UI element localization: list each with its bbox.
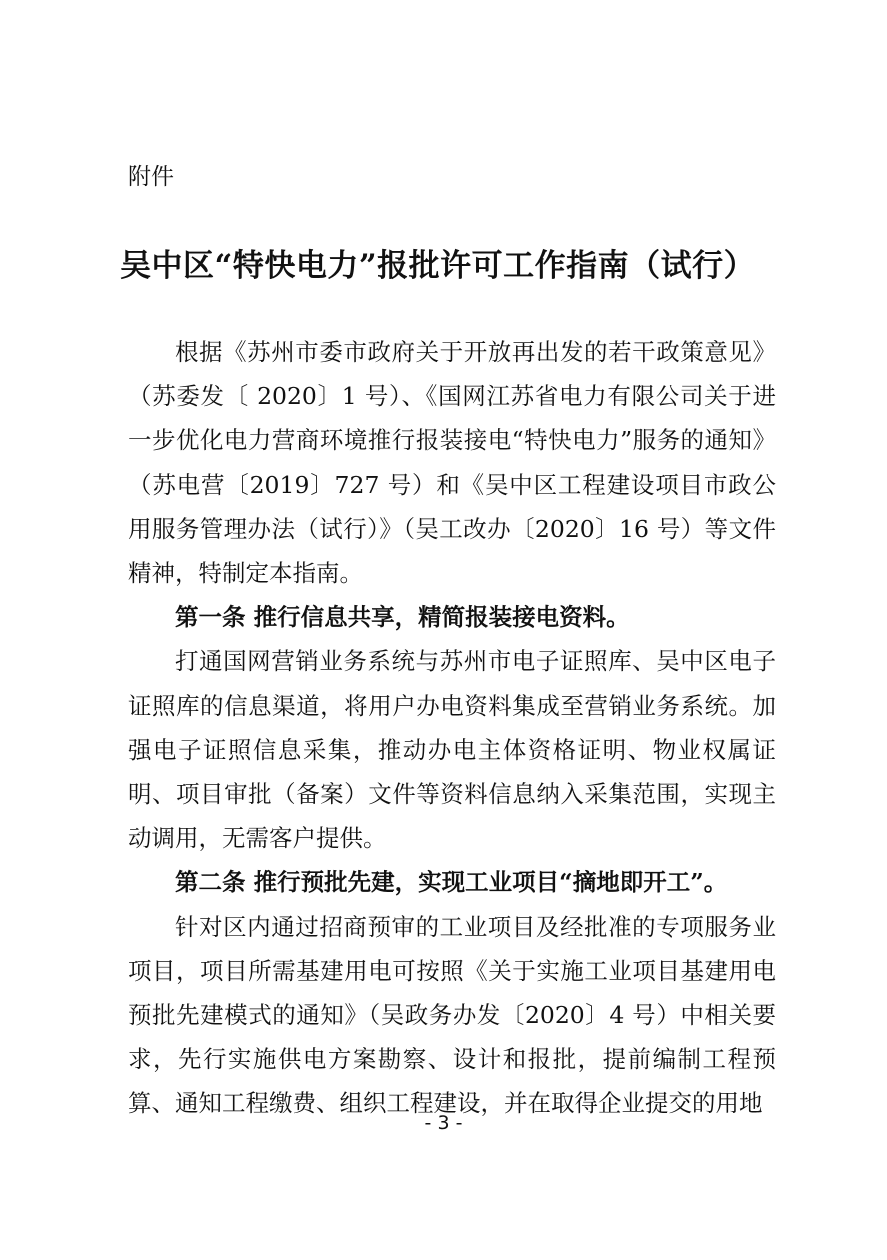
article-1-heading: 第一条 推行信息共享，精简报装接电资料。 (175, 603, 630, 632)
article-1-paragraph: 打通国网营销业务系统与苏州市电子证照库、吴中区电子证照库的信息渠道，将用户办电资料集成至营销业务系统。加强电子证照信息采集，推动办电主体资格证明、物业权属证明、项目审批（备案）文件等资料信息纳入采集范围，实现主动调用，无需客户提供。 (128, 647, 776, 853)
document-title: 吴中区“特快电力”报批许可工作指南（试行） (120, 248, 756, 284)
intro-paragraph: 根据《苏州市委市政府关于开放再出发的若干政策意见》（苏委发〔 2020〕1 号）、《国网江苏省电力有限公司关于进一步优化电力营商环境推行报装接电“特快电力”服务的通知》（苏电营〔2019〕727 号）和《吴中区工程建设项目市政公用服务管理办法（试行）》（吴工改办〔2020〕16 号）等文件精神，特制定本指南。 (128, 338, 776, 588)
page-number: - 3 - (424, 1112, 463, 1134)
article-2-paragraph: 针对区内通过招商预审的工业项目及经批准的专项服务业项目，项目所需基建用电可按照《关于实施工业项目基建用电预批先建模式的通知》（吴政务办发〔2020〕4 号）中相关要求，先行实施供电方案勘察、设计和报批，提前编制工程预算、通知工程缴费、组织工程建设，并在取得企业提交的用地 (128, 912, 776, 1118)
document-body (128, 330, 776, 1126)
attachment-label: 附件 (128, 164, 174, 190)
article-2-heading: 第二条 推行预批先建，实现工业项目“摘地即开工”。 (175, 868, 728, 897)
